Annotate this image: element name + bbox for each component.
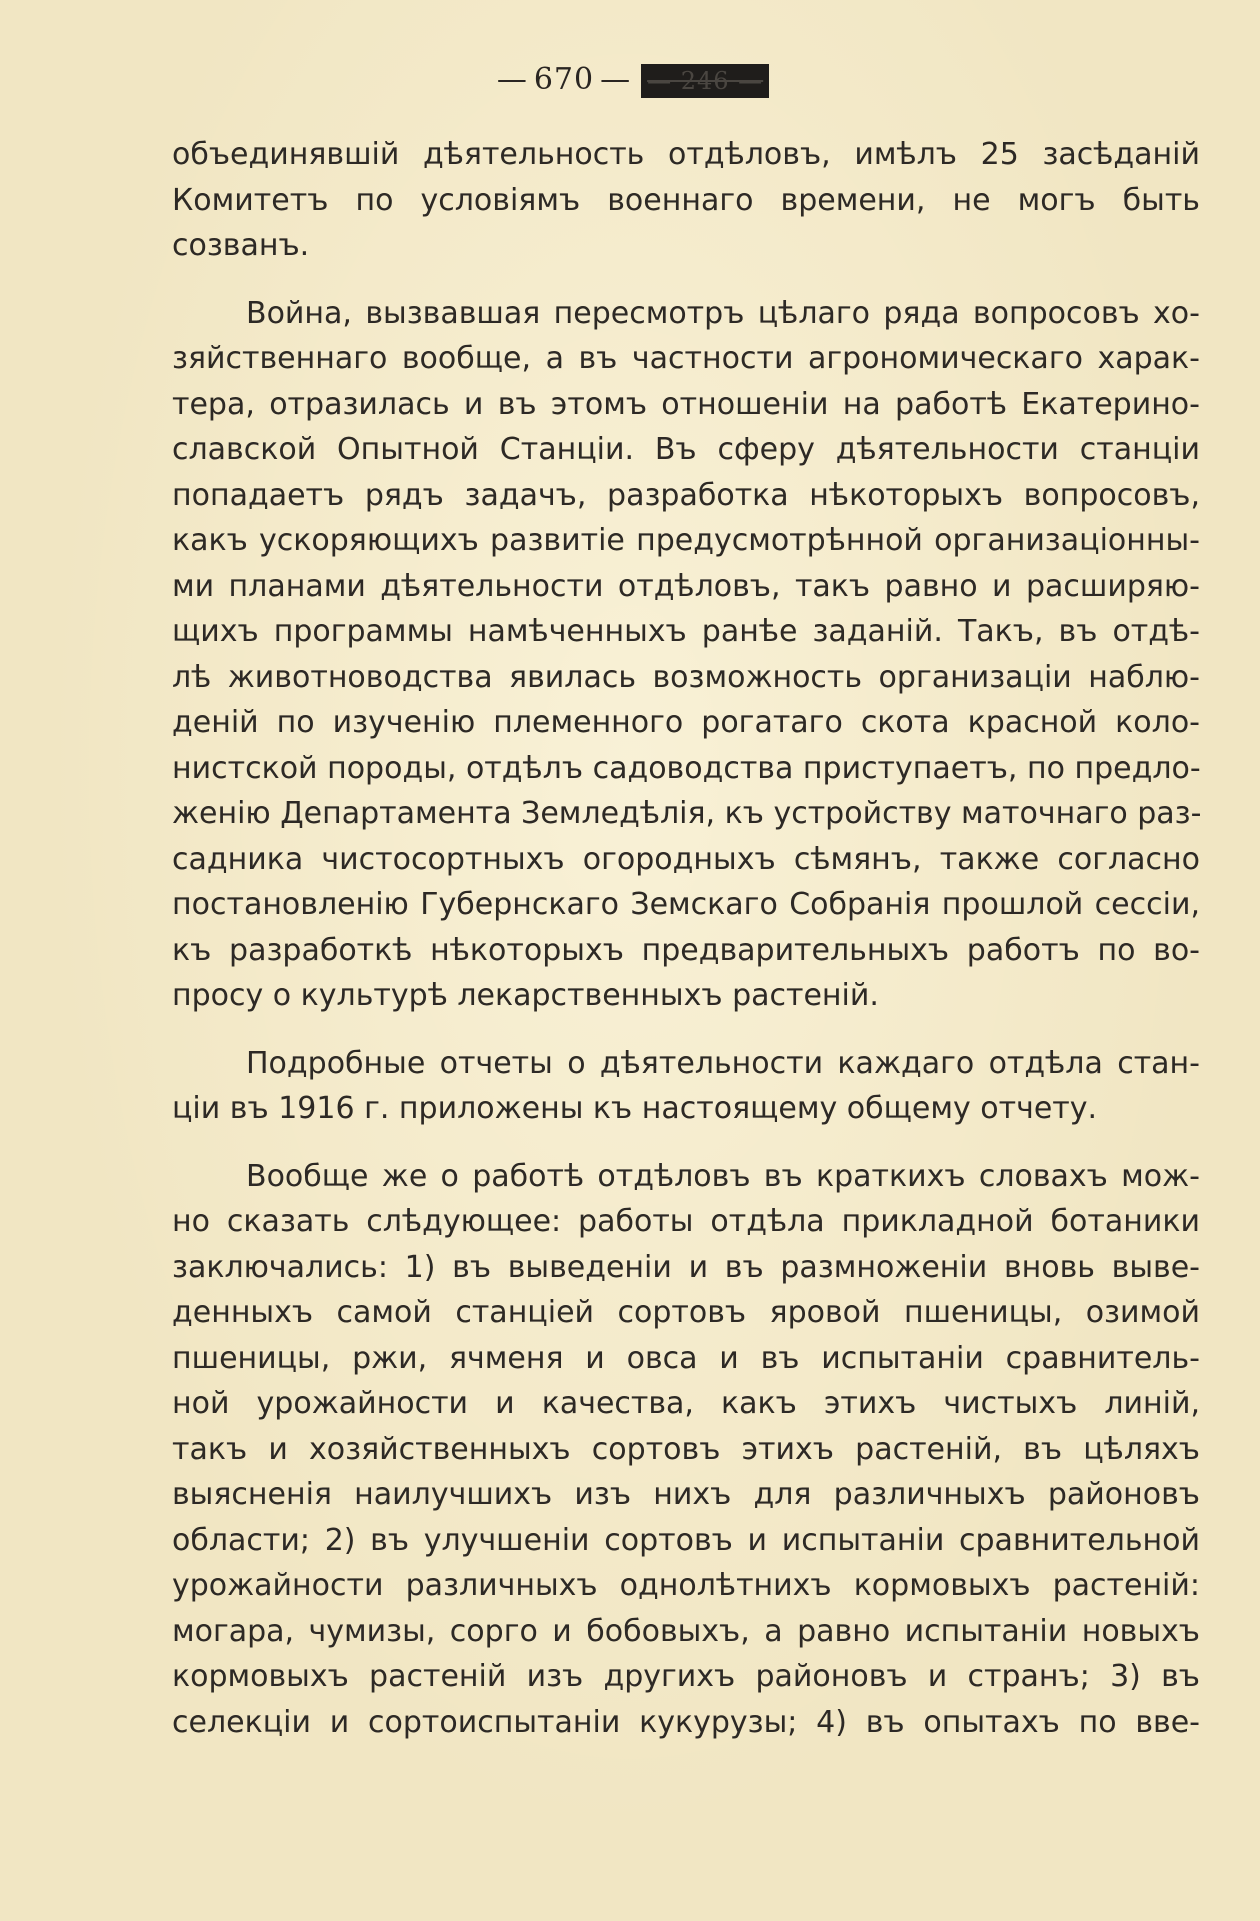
text-line: щихъ программы намѣченныхъ ранѣе заданій. Такъ, въ отдѣ- (172, 614, 1200, 649)
text-line: селекціи и сортоиспытаніи кукурузы; 4) въ опытахъ по вве- (172, 1704, 1200, 1740)
text-line: къ разработкѣ нѣкоторыхъ предварительныхъ работъ по во- (172, 932, 1200, 968)
text-line: объединявшій дѣятельность отдѣловъ, имѣлъ 25 засѣданій (172, 137, 1200, 172)
header-dash-left: — (496, 62, 528, 97)
text-line: просу о культурѣ лекарственныхъ растеній. (172, 978, 879, 1013)
text-line: денныхъ самой станціей сортовъ яровой пшеницы, озимой (172, 1295, 1200, 1330)
text-line: такъ и хозяйственныхъ сортовъ этихъ растеній, въ цѣляхъ (172, 1431, 1200, 1467)
text-line: лѣ животноводства явилась возможность организаціи наблю- (172, 659, 1200, 695)
text-line: садника чистосортныхъ огородныхъ сѣмянъ, также согласно (172, 841, 1200, 877)
page-header (0, 62, 1260, 98)
text-line: урожайности различныхъ однолѣтнихъ кормовыхъ растеній: (172, 1568, 1200, 1603)
struck-page-number: — 246 — (641, 64, 769, 98)
paragraph-3 (172, 1041, 1200, 1132)
text-line: могара, чумизы, сорго и бобовыхъ, а равно испытаніи новыхъ (172, 1613, 1200, 1649)
text-line: Комитетъ по условіямъ военнаго времени, не могъ быть (172, 182, 1200, 218)
text-line: какъ ускоряющихъ развитіе предусмотрѣнной организаціонны- (172, 523, 1200, 558)
text-line: славской Опытной Станціи. Въ сферу дѣятельности станціи (172, 432, 1200, 467)
page-number: 670 (533, 62, 595, 97)
text-line: зяйственнаго вообще, а въ частности агрономическаго харак- (172, 341, 1200, 376)
text-line: ми планами дѣятельности отдѣловъ, такъ равно и расширяю- (172, 568, 1200, 604)
text-line: ціи въ 1916 г. приложены къ настоящему общему отчету. (172, 1091, 1098, 1126)
text-line: заключались: 1) въ выведеніи и въ размноженіи вновь выве- (172, 1249, 1200, 1285)
header-dash-right: — (600, 62, 632, 97)
text-line: Подробные отчеты о дѣятельности каждаго отдѣла стан- (246, 1045, 1200, 1081)
text-line: области; 2) въ улучшеніи сортовъ и испытаніи сравнительной (172, 1522, 1200, 1558)
text-line: Вообще же о работѣ отдѣловъ въ краткихъ словахъ мож- (246, 1158, 1200, 1194)
body-text (172, 132, 1200, 1767)
text-line: созванъ. (172, 228, 310, 263)
text-line: кормовыхъ растеній изъ другихъ районовъ и странъ; 3) въ (172, 1659, 1200, 1694)
paragraph-4 (172, 1154, 1200, 1746)
text-line: ной урожайности и качества, какъ этихъ чистыхъ линій, (172, 1386, 1200, 1421)
text-line: но сказать слѣдующее: работы отдѣла прикладной ботаники (172, 1204, 1200, 1239)
text-line: попадаетъ рядъ задачъ, разработка нѣкоторыхъ вопросовъ, (172, 477, 1200, 513)
text-line: тера, отразилась и въ этомъ отношеніи на работѣ Екатерино- (172, 386, 1200, 422)
text-line: постановленію Губернскаго Земскаго Собранія прошлой сессіи, (172, 887, 1200, 922)
text-line: деній по изученію племенного рогатаго скота красной коло- (172, 705, 1200, 740)
text-line: пшеницы, ржи, ячменя и овса и въ испытаніи сравнитель- (172, 1340, 1200, 1376)
paragraph-2 (172, 291, 1200, 1019)
text-line: женію Департамента Земледѣлія, къ устройству маточнаго раз- (172, 796, 1202, 831)
text-line: выясненія наилучшихъ изъ нихъ для различныхъ районовъ (172, 1477, 1200, 1512)
text-line: нистской породы, отдѣлъ садоводства приступаетъ, по предло- (172, 750, 1201, 786)
paragraph-1 (172, 132, 1200, 269)
text-line: Война, вызвавшая пересмотръ цѣлаго ряда вопросовъ хо- (246, 295, 1200, 331)
